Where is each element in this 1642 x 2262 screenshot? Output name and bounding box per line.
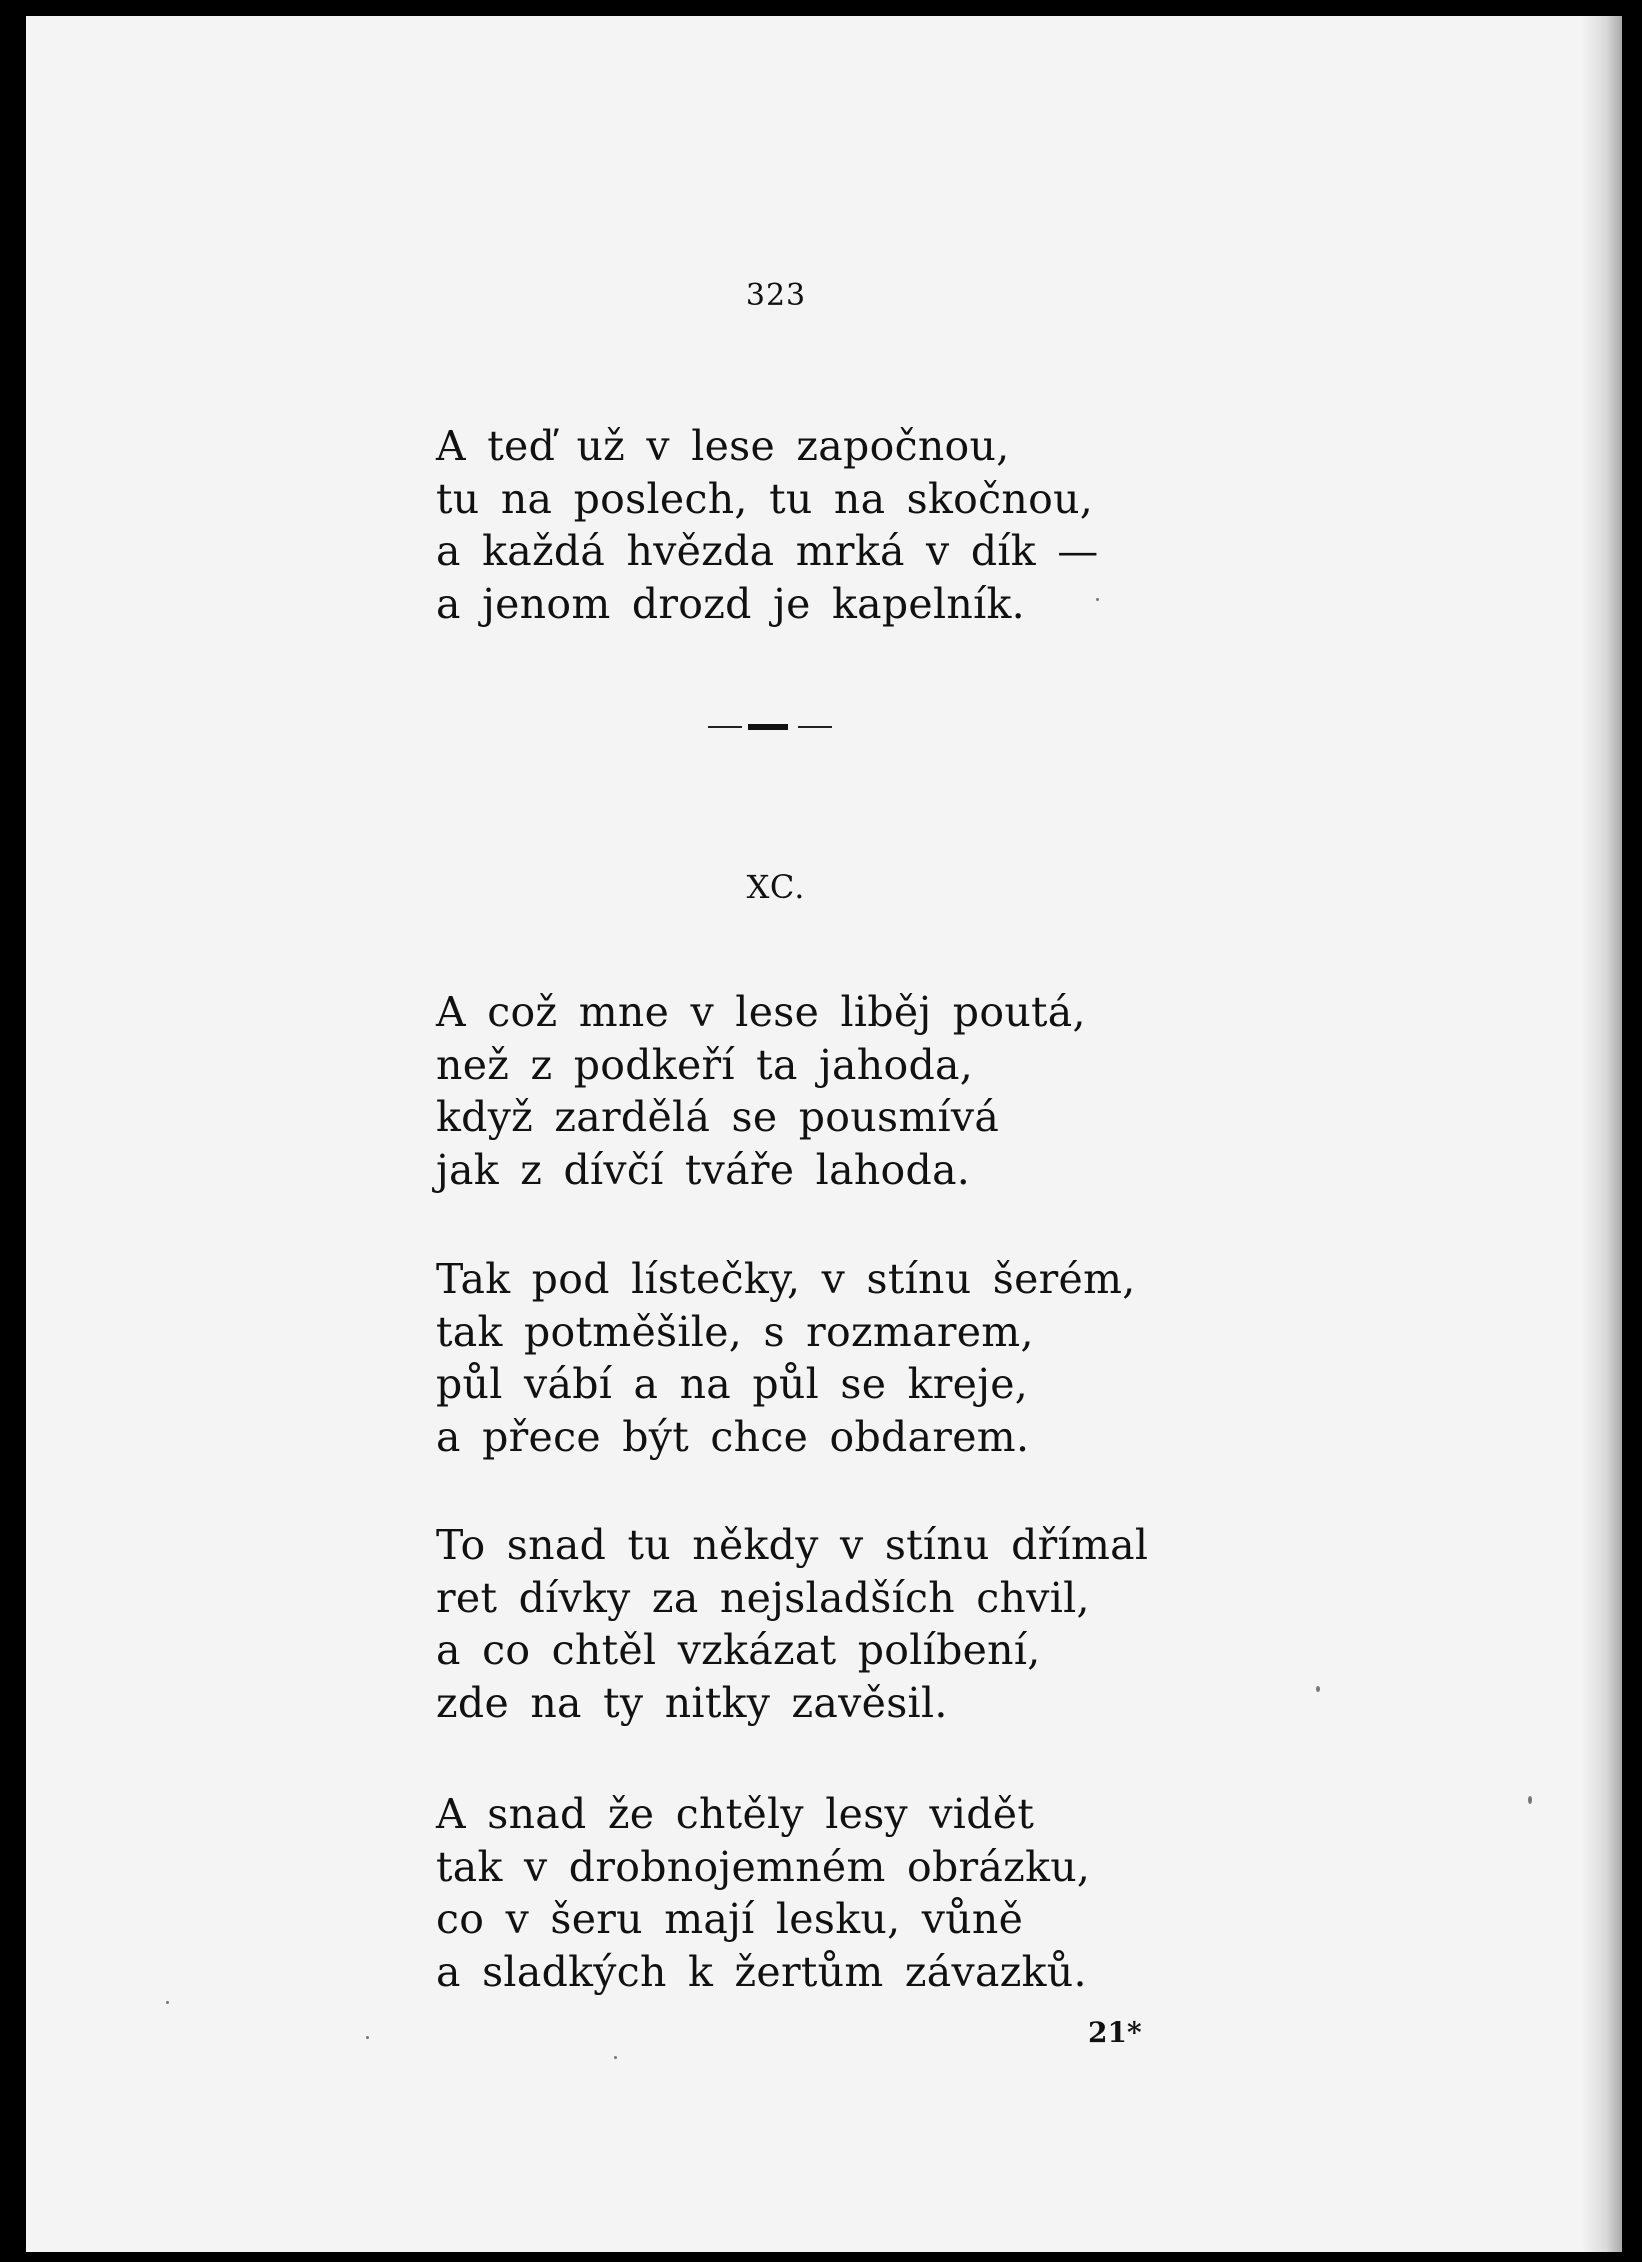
verse-line: a co chtěl vzkázat políbení, bbox=[436, 1626, 1041, 1674]
verse-line: a sladkých k žertům závazků. bbox=[436, 1947, 1087, 1996]
divider-dash bbox=[798, 726, 832, 728]
paper-speck bbox=[1316, 1686, 1320, 1692]
stanza bbox=[436, 1788, 1090, 1998]
verse-line: zde na ty nitky zavěsil. bbox=[436, 1678, 948, 1727]
verse-line: A snad že chtěly lesy vidět bbox=[436, 1790, 1035, 1838]
verse-line: tak potměšile, s rozmarem, bbox=[436, 1307, 1034, 1356]
verse-line: co v šeru mají lesku, vůně bbox=[436, 1895, 1024, 1943]
verse-line: jak z dívčí tváře lahoda. bbox=[436, 1145, 971, 1194]
paper-speck bbox=[1528, 1796, 1532, 1804]
section-divider bbox=[708, 724, 832, 730]
paper-speck bbox=[366, 2036, 369, 2039]
signature-mark: 21* bbox=[1088, 2016, 1142, 2049]
verse-line: ret dívky za nejsladších chvil, bbox=[436, 1573, 1090, 1622]
verse-line: A teď už v lese započnou, bbox=[436, 422, 1010, 470]
verse-line: tu na poslech, tu na skočnou, bbox=[436, 474, 1094, 523]
verse-line: a každá hvězda mrká v dík — bbox=[436, 527, 1099, 575]
verse-line: a přece být chce obdarem. bbox=[436, 1412, 1030, 1461]
verse-line: a jenom drozd je kapelník. bbox=[436, 579, 1025, 628]
poem-number: XC. bbox=[746, 868, 806, 906]
verse-line: To snad tu někdy v stínu dřímal bbox=[436, 1521, 1149, 1569]
verse-line: když zardělá se pousmívá bbox=[436, 1093, 1000, 1141]
paper-speck bbox=[166, 2001, 169, 2004]
verse-line: tak v drobnojemném obrázku, bbox=[436, 1842, 1091, 1891]
book-page bbox=[26, 16, 1622, 2252]
stanza bbox=[436, 1519, 1148, 1729]
stanza bbox=[436, 420, 1099, 630]
verse-line: půl vábí a na půl se kreje, bbox=[436, 1360, 1029, 1408]
divider-dash-center bbox=[748, 724, 788, 730]
divider-dash bbox=[708, 726, 742, 728]
verse-line: než z podkeří ta jahoda, bbox=[436, 1040, 974, 1089]
page-number: 323 bbox=[745, 278, 807, 313]
stanza bbox=[436, 1253, 1136, 1463]
page-edge-shadow bbox=[1582, 16, 1622, 2252]
paper-speck bbox=[1096, 598, 1099, 601]
verse-line: Tak pod lístečky, v stínu šerém, bbox=[436, 1255, 1136, 1303]
stanza bbox=[436, 986, 1086, 1196]
verse-line: A což mne v lese liběj poutá, bbox=[436, 988, 1086, 1036]
paper-speck bbox=[614, 2056, 617, 2059]
